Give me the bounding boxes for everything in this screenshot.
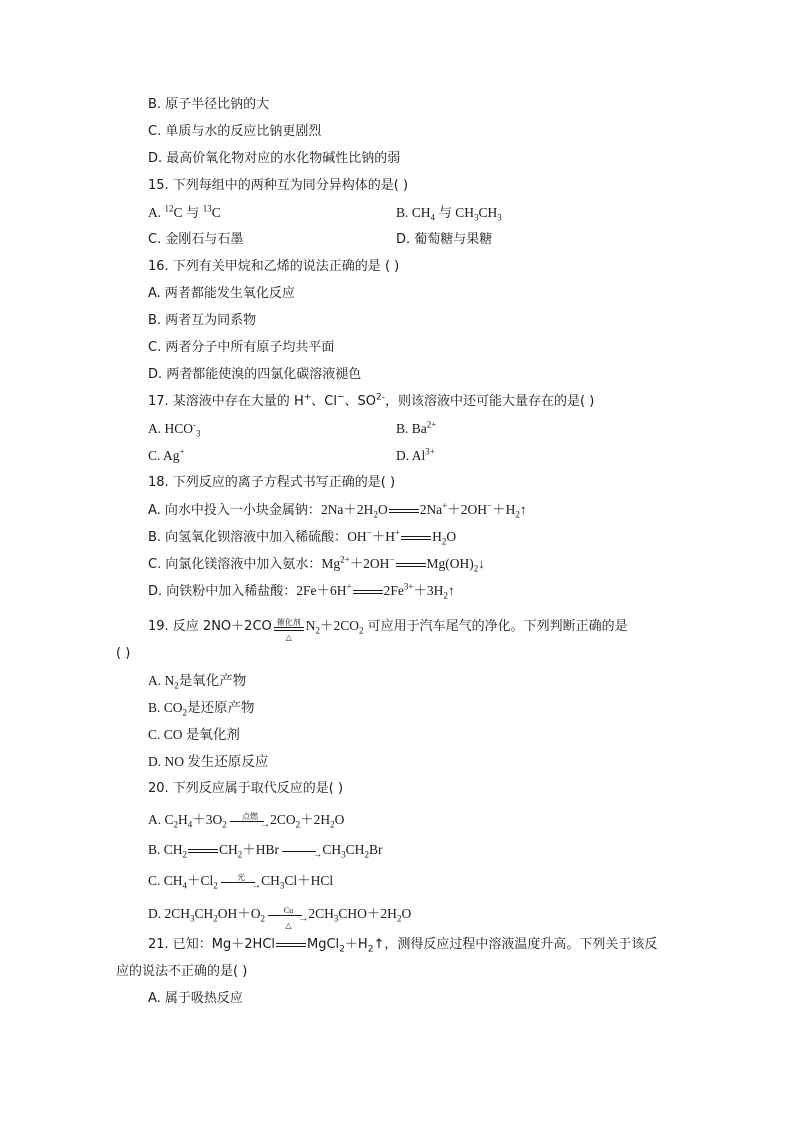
- q17-option-b: B. $Ba^{2+}$: [396, 419, 437, 436]
- q19-option-d: D. NO 发生还原反应: [148, 754, 269, 769]
- q19-stem-paren: ( ): [116, 646, 131, 661]
- double-bond: [188, 849, 218, 853]
- q14-option-b: B. 原子半径比钠的大: [148, 97, 270, 112]
- q18-option-c: C. 向氯化镁溶液中加入氨水：$Mg^{2+}+2OH^-$ $Mg(OH)_2↓$: [148, 554, 486, 574]
- q16-option-c: C. 两者分子中所有原子均共平面: [148, 340, 335, 355]
- q17-option-c: C. Ag+: [148, 446, 185, 463]
- q14-option-d: D. 最高价氧化物对应的水化物碱性比钠的弱: [148, 151, 401, 166]
- reaction-arrow: →: [282, 842, 322, 860]
- q21-stem: 21. 已知：Mg＋2HCl $MgCl_2+H_2↑$，测得反应过程中溶液温度升高。下列关于该反: [148, 937, 658, 955]
- q19-stem: 19. 反应 2NO＋2CO 催化剂 △ $N_2+2CO_2$ 可应用于汽车尾气的净化。下列判断正确的是: [148, 617, 628, 642]
- q18-stem: 18. 下列反应的离子方程式书写正确的是( ): [148, 475, 396, 490]
- q20-stem: 20. 下列反应属于取代反应的是( ): [148, 781, 344, 796]
- equals-sign: [401, 536, 431, 540]
- q14-option-c: C. 单质与水的反应比钠更剧烈: [148, 124, 322, 139]
- q15-option-a: A. $^{12}$C 与 $^{13}$C: [148, 203, 221, 220]
- q15-stem: 15. 下列每组中的两种互为同分异构体的是( ): [148, 178, 409, 193]
- equals-sign: [396, 563, 426, 567]
- ignite-arrow: 点燃 →: [230, 812, 270, 830]
- q21-stem-line2: 应的说法不正确的是( ): [116, 964, 248, 979]
- cu-heat-arrow: Cu → △: [268, 906, 308, 924]
- q20-option-b: B. $CH_2$ $CH_2+HBr$ → $CH_3CH_2Br$: [148, 842, 383, 860]
- q19-option-a: A. $N_2$是氧化产物: [148, 673, 247, 691]
- q19-option-b: B. $CO_2$是还原产物: [148, 700, 255, 718]
- catalyst-heat-condition: 催化剂 △: [272, 618, 306, 636]
- q21-option-a: A. 属于吸热反应: [148, 991, 243, 1006]
- equals-sign: [276, 943, 306, 947]
- q16-option-a: A. 两者都能发生氧化反应: [148, 286, 295, 301]
- q20-option-d: D. $2CH_3CH_2OH+O_2$ Cu → △ $2CH_3CHO+2H_2O$: [148, 905, 412, 930]
- q17-option-a: A. $HCO^-_3$: [148, 419, 201, 439]
- q16-stem: 16. 下列有关甲烷和乙烯的说法正确的是 ( ): [148, 259, 400, 274]
- q15-option-d: D. 葡萄糖与果糖: [396, 232, 493, 247]
- q20-option-a: A. $C_2H_4+3O_2$ 点燃 → $2CO_2+2H_2O$: [148, 811, 345, 830]
- q15-option-c: C. 金刚石与石墨: [148, 232, 244, 247]
- q17-option-d: D. $Al^{3+}$: [396, 446, 435, 463]
- equals-sign: [389, 509, 419, 513]
- q19-option-c: C. CO 是氧化剂: [148, 727, 240, 742]
- q16-option-b: B. 两者互为同系物: [148, 313, 257, 328]
- q18-option-b: B. 向氢氧化钡溶液中加入稀硫酸：OH−＋H+ $H_2O$: [148, 527, 457, 547]
- q16-option-d: D. 两者都能使溴的四氯化碳溶液褪色: [148, 367, 362, 382]
- q18-option-a: A. 向水中投入一小块金属钠：$2Na+2H_2O$ $2Na^++2OH^-+H_2↑$: [148, 500, 527, 520]
- light-arrow: 光 →: [221, 873, 261, 891]
- equals-sign: [353, 590, 383, 594]
- q15-option-b: B. $CH_4$ 与 $CH_3CH_3$: [396, 205, 502, 223]
- q20-option-c: C. $CH_4+Cl_2$ 光 → $CH_3Cl+HCl$: [148, 872, 334, 891]
- q18-option-d: D. 向铁粉中加入稀盐酸：2Fe＋6H+ $2Fe^{3+}+3H_2↑$: [148, 581, 455, 601]
- q17-stem: 17. 某溶液中存在大量的 H+、Cl−、$SO^{2-}$，则该溶液中还可能大量存在的是( ): [148, 392, 595, 409]
